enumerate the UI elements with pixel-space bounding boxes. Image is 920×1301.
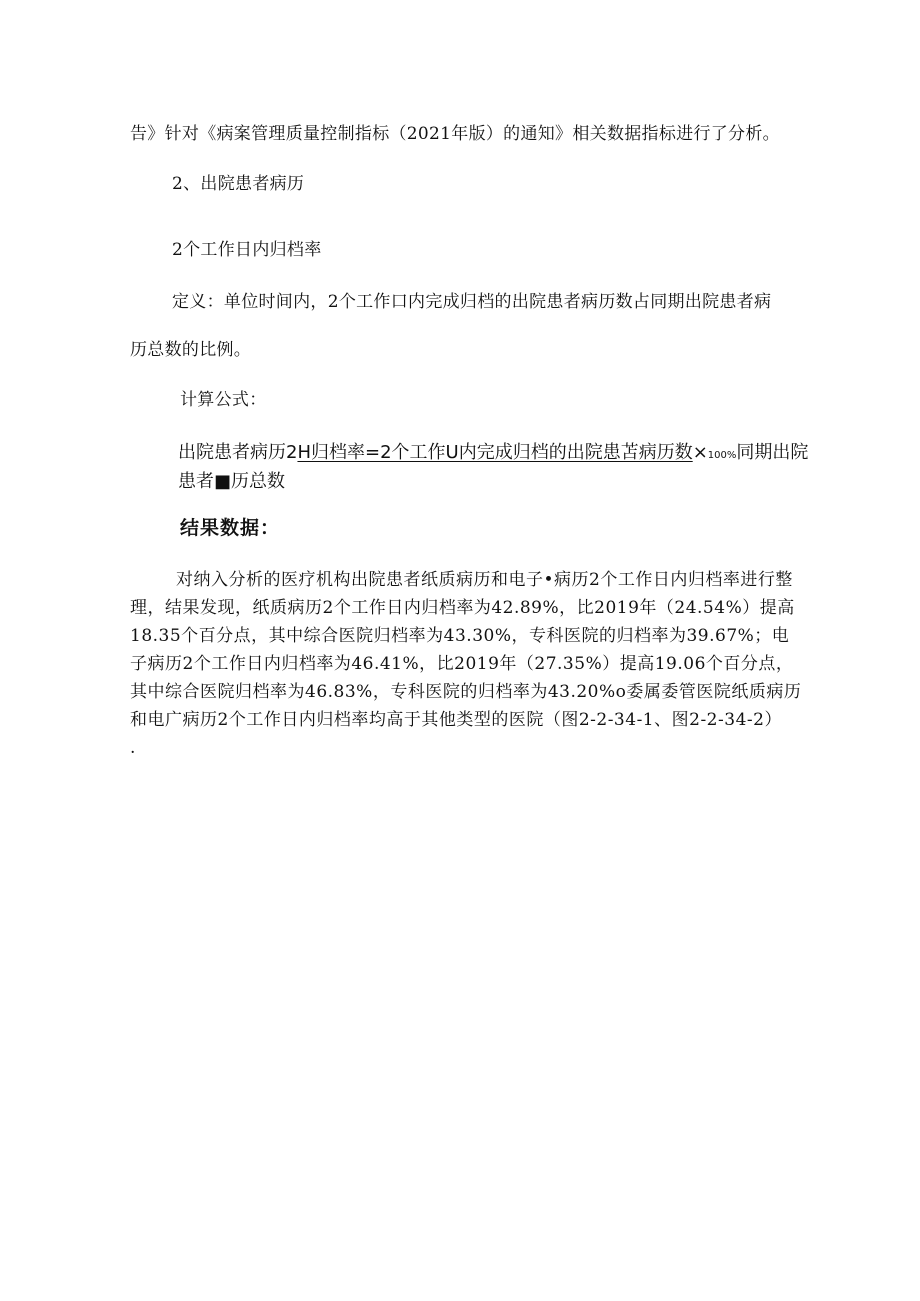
formula-suffix: 同期出院 — [736, 442, 809, 463]
results-line-6: 和电广病历2个工作日内归档率均高于其他类型的医院（图2-2-34-1、图2-2-34-2） — [130, 710, 782, 730]
results-line-4: 子病历2个工作日内归档率为46.41%，比2019年（27.35%）提高19.06个百分点， — [130, 654, 794, 674]
results-paragraph — [130, 566, 830, 762]
formula-prefix: 出院患者病历2 — [178, 442, 298, 463]
definition-line-1: 定义：单位时间内，2个工作口内完成归档的出院患者病历数占同期出院患者病 — [172, 292, 772, 312]
intro-text: 告》针对《病案管理质量控制指标（2021年版）的通知》相关数据指标进行了分析。 — [130, 124, 780, 144]
formula-percent: 100% — [707, 450, 737, 461]
formula-line-2: 患者■历总数 — [178, 471, 286, 492]
results-heading: 结果数据： — [180, 517, 281, 539]
formula-numerator: H归档率=2个工作U内完成归档的出院患苫病历数 — [297, 442, 693, 463]
results-line-7: . — [130, 738, 136, 758]
results-line-5: 其中综合医院归档率为46.83%，专科医院的归档率为43.20%o委属委管医院纸质病历 — [130, 682, 802, 702]
formula-line-1 — [178, 440, 838, 469]
section-heading: 2、出院患者病历 — [172, 174, 305, 194]
results-line-3: 18.35个百分点，其中综合医院归档率为43.30%，专科医院的归档率为39.67%；电 — [130, 626, 790, 646]
formula-block — [178, 440, 838, 495]
subsection-heading: 2个工作日内归档率 — [172, 240, 322, 260]
formula-label: 计算公式： — [180, 390, 267, 410]
definition-line-2: 历总数的比例。 — [130, 340, 252, 360]
results-line-2: 理，结果发现，纸质病历2个工作日内归档率为42.89%，比2019年（24.54%）提高 — [130, 598, 795, 618]
results-line-1: 对纳入分析的医疗机构出院患者纸质病历和电子•病历2个工作日内归档率进行整 — [176, 570, 793, 590]
formula-times: × — [692, 442, 708, 463]
